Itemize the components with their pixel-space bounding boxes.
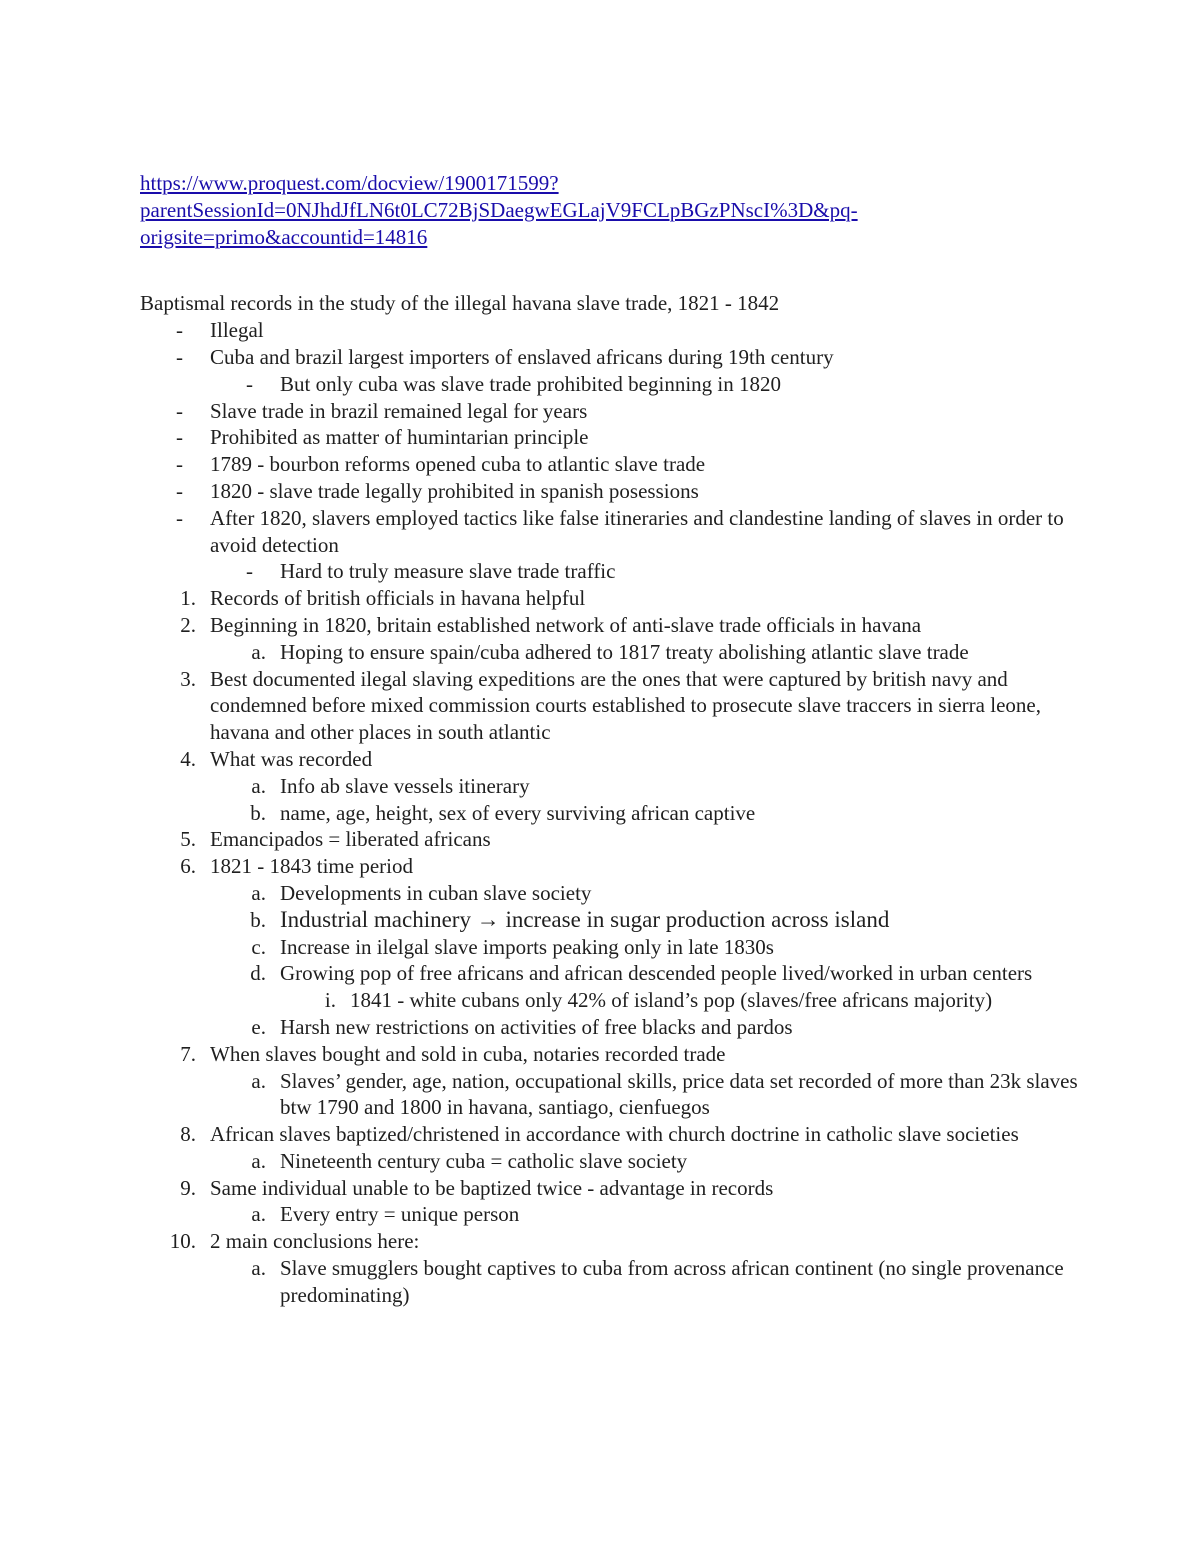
list-marker: -: [176, 398, 183, 423]
list-item-text: name, age, height, sex of every surviving african captive: [280, 800, 756, 825]
list-item: [140, 880, 1080, 907]
list-item: [140, 1201, 1080, 1228]
list-item-text: Same individual unable to be baptized twice - advantage in records: [210, 1175, 774, 1200]
list-item-text: Prohibited as matter of humintarian principle: [210, 425, 589, 450]
list-marker: 1.: [180, 586, 196, 611]
list-item: [140, 1014, 1080, 1041]
list-item-text: Industrial machinery → increase in sugar production across island: [280, 906, 890, 932]
list-item-text: 1820 - slave trade legally prohibited in spanish posessions: [210, 478, 699, 503]
source-link-line-1[interactable]: https://www.proquest.com/docview/1900171599?: [140, 171, 559, 195]
list-item-text: 1841 - white cubans only 42% of island’s pop (slaves/free africans majority): [350, 988, 993, 1013]
list-item: [140, 826, 1080, 853]
list-item-text: Every entry = unique person: [280, 1202, 520, 1227]
list-marker: a.: [251, 1148, 266, 1173]
list-item-text: When slaves bought and sold in cuba, notaries recorded trade: [210, 1041, 726, 1066]
list-item-text: Increase in ilelgal slave imports peaking only in late 1830s: [280, 934, 774, 959]
list-marker: 10.: [169, 1229, 196, 1254]
list-item: [140, 1148, 1080, 1175]
document-title: Baptismal records in the study of the illegal havana slave trade, 1821 - 1842: [140, 291, 780, 316]
list-item: [140, 1041, 1080, 1068]
list-item: [140, 558, 1080, 585]
list-item: [140, 800, 1080, 827]
list-item: [140, 344, 1080, 371]
list-item: [140, 505, 1080, 559]
notes-list: [140, 317, 1080, 1308]
list-marker: 6.: [180, 854, 196, 879]
list-item: [140, 1175, 1080, 1202]
list-marker: b.: [250, 800, 266, 825]
list-item-text: Slaves’ gender, age, nation, occupational skills, price data set recorded of more than 23k slaves btw 1790 and 1800 in havana, santiago, cienfuegos: [280, 1068, 1078, 1120]
list-marker: a.: [251, 1068, 266, 1093]
list-item-text: Emancipados = liberated africans: [210, 827, 491, 852]
list-item: [140, 773, 1080, 800]
list-item: [140, 1255, 1080, 1309]
list-item: [140, 398, 1080, 425]
list-item-text: Slave smugglers bought captives to cuba from across african continent (no single provenance predominating): [280, 1256, 1064, 1307]
list-item: [140, 451, 1080, 478]
list-item: [140, 1228, 1080, 1255]
list-marker: 7.: [180, 1041, 196, 1066]
list-item-text: After 1820, slavers employed tactics like false itineraries and clandestine landing of slaves in order to avoid detection: [210, 505, 1064, 557]
list-item-text: 1821 - 1843 time period: [210, 854, 413, 879]
list-item-text: Info ab slave vessels itinerary: [280, 773, 530, 798]
list-item-text: Growing pop of free africans and african descended people lived/worked in urban centers: [280, 961, 1033, 986]
list-item: [140, 960, 1080, 987]
list-item-text: Best documented ilegal slaving expeditions are the ones that were captured by british navy and condemned before mixed commission courts established to prosecute slave traccers in sierra leone, havana and other places in south atlantic: [210, 666, 1041, 745]
list-item-text: Beginning in 1820, britain established network of anti-slave trade officials in havana: [210, 612, 922, 637]
list-marker: 8.: [180, 1122, 196, 1147]
list-item-text: But only cuba was slave trade prohibited beginning in 1820: [280, 371, 781, 396]
list-marker: 4.: [180, 746, 196, 771]
list-marker: -: [246, 559, 253, 584]
list-item: [140, 907, 1080, 934]
list-marker: e.: [251, 1014, 266, 1039]
source-link-line-2[interactable]: parentSessionId=0NJhdJfLN6t0LC72BjSDaegwEGLajV9FCLpBGzPNscI%3D&pq-: [140, 197, 858, 222]
list-item: [140, 666, 1080, 746]
list-marker: b.: [250, 907, 266, 932]
list-item-text: 1789 - bourbon reforms opened cuba to atlantic slave trade: [210, 452, 706, 477]
list-marker: a.: [251, 880, 266, 905]
list-marker: -: [176, 452, 183, 477]
list-item-text: Hoping to ensure spain/cuba adhered to 1817 treaty abolishing atlantic slave trade: [280, 639, 969, 664]
list-marker: -: [246, 371, 253, 396]
list-item-text: Slave trade in brazil remained legal for years: [210, 398, 588, 423]
list-item-text: Developments in cuban slave society: [280, 880, 592, 905]
list-marker: d.: [250, 961, 266, 986]
list-item: [140, 1068, 1080, 1122]
list-item: [140, 639, 1080, 666]
list-item-text: Cuba and brazil largest importers of enslaved africans during 19th century: [210, 344, 834, 369]
list-item-text: Nineteenth century cuba = catholic slave society: [280, 1148, 688, 1173]
spacer: [140, 250, 1080, 290]
list-item: [140, 478, 1080, 505]
list-item-text: Harsh new restrictions on activities of free blacks and pardos: [280, 1014, 793, 1039]
list-item-text: African slaves baptized/christened in accordance with church doctrine in catholic slave societies: [210, 1122, 1019, 1147]
list-item-text: Records of british officials in havana helpful: [210, 586, 586, 611]
list-item-text: Hard to truly measure slave trade traffic: [280, 559, 616, 584]
list-marker: c.: [251, 934, 266, 959]
list-marker: i.: [324, 988, 336, 1013]
source-link-line-3[interactable]: origsite=primo&accountid=14816: [140, 224, 428, 249]
list-item: [140, 934, 1080, 961]
list-marker: a.: [251, 1256, 266, 1281]
list-item-text: What was recorded: [210, 746, 373, 771]
list-item: [140, 317, 1080, 344]
list-marker: -: [176, 505, 183, 530]
list-item: [140, 853, 1080, 880]
list-item: [140, 987, 1080, 1014]
list-marker: 5.: [180, 827, 196, 852]
list-marker: a.: [251, 773, 266, 798]
list-marker: -: [176, 318, 183, 343]
list-item: [140, 1121, 1080, 1148]
list-marker: -: [176, 425, 183, 450]
list-item-text: Illegal: [210, 318, 264, 343]
list-item: [140, 746, 1080, 773]
list-item-text: 2 main conclusions here:: [210, 1229, 420, 1254]
list-marker: 2.: [180, 612, 196, 637]
document-body: [140, 170, 1080, 1309]
list-item: [140, 612, 1080, 639]
list-marker: -: [176, 344, 183, 369]
list-marker: -: [176, 478, 183, 503]
list-item: [140, 371, 1080, 398]
list-marker: 3.: [180, 666, 196, 691]
list-item: [140, 424, 1080, 451]
list-item: [140, 585, 1080, 612]
list-marker: a.: [251, 1202, 266, 1227]
list-marker: a.: [251, 639, 266, 664]
source-link[interactable]: [140, 170, 1080, 250]
list-marker: 9.: [180, 1175, 196, 1200]
